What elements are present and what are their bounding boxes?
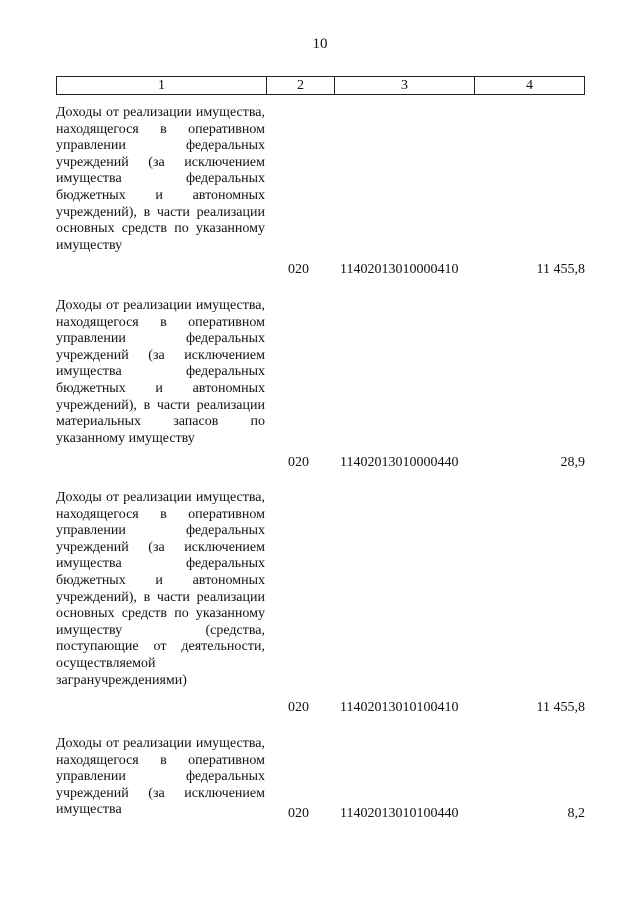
row-code: 020 bbox=[288, 262, 309, 277]
header-col-4: 4 bbox=[474, 77, 584, 94]
row-amount: 28,9 bbox=[560, 455, 585, 470]
row-kbk: 11402013010000410 bbox=[340, 262, 459, 277]
row-code: 020 bbox=[288, 806, 309, 821]
page-number: 10 bbox=[312, 36, 328, 52]
row-amount: 8,2 bbox=[567, 806, 585, 821]
row-amount: 11 455,8 bbox=[536, 700, 585, 715]
table-row bbox=[56, 298, 585, 470]
table-row bbox=[56, 490, 585, 715]
header-col-2: 2 bbox=[266, 77, 334, 94]
header-col-3: 3 bbox=[334, 77, 474, 94]
row-code: 020 bbox=[288, 455, 309, 470]
row-description: Доходы от реализации имущества, находящегося в оперативном управлении федеральных учреждений (за исключением имущества федеральных бюджетных и автономных учреждений), в части реализации материальных запасов по указанному имуществу bbox=[56, 298, 265, 446]
row-description: Доходы от реализации имущества, находящегося в оперативном управлении федеральных учреждений (за исключением имущества федеральных бюджетных и автономных учреждений), в части реализации основных средств по указанному имуществу (средства, поступающие от деятельности, осуществляемой загранучреждениями) bbox=[56, 490, 265, 688]
table-row bbox=[56, 736, 585, 819]
row-kbk: 11402013010100410 bbox=[340, 700, 459, 715]
header-col-1: 1 bbox=[158, 78, 165, 93]
table-header bbox=[56, 76, 585, 95]
row-description: Доходы от реализации имущества, находящегося в оперативном управлении федеральных учреждений (за исключением имущества bbox=[56, 736, 265, 818]
table-row bbox=[56, 105, 585, 277]
row-kbk: 11402013010100440 bbox=[340, 806, 459, 821]
row-kbk: 11402013010000440 bbox=[340, 455, 459, 470]
row-description: Доходы от реализации имущества, находящегося в оперативном управлении федеральных учреждений (за исключением имущества федеральных бюджетных и автономных учреждений), в части реализации основных средств по указанному имуществу bbox=[56, 105, 265, 253]
row-code: 020 bbox=[288, 700, 309, 715]
row-amount: 11 455,8 bbox=[536, 262, 585, 277]
